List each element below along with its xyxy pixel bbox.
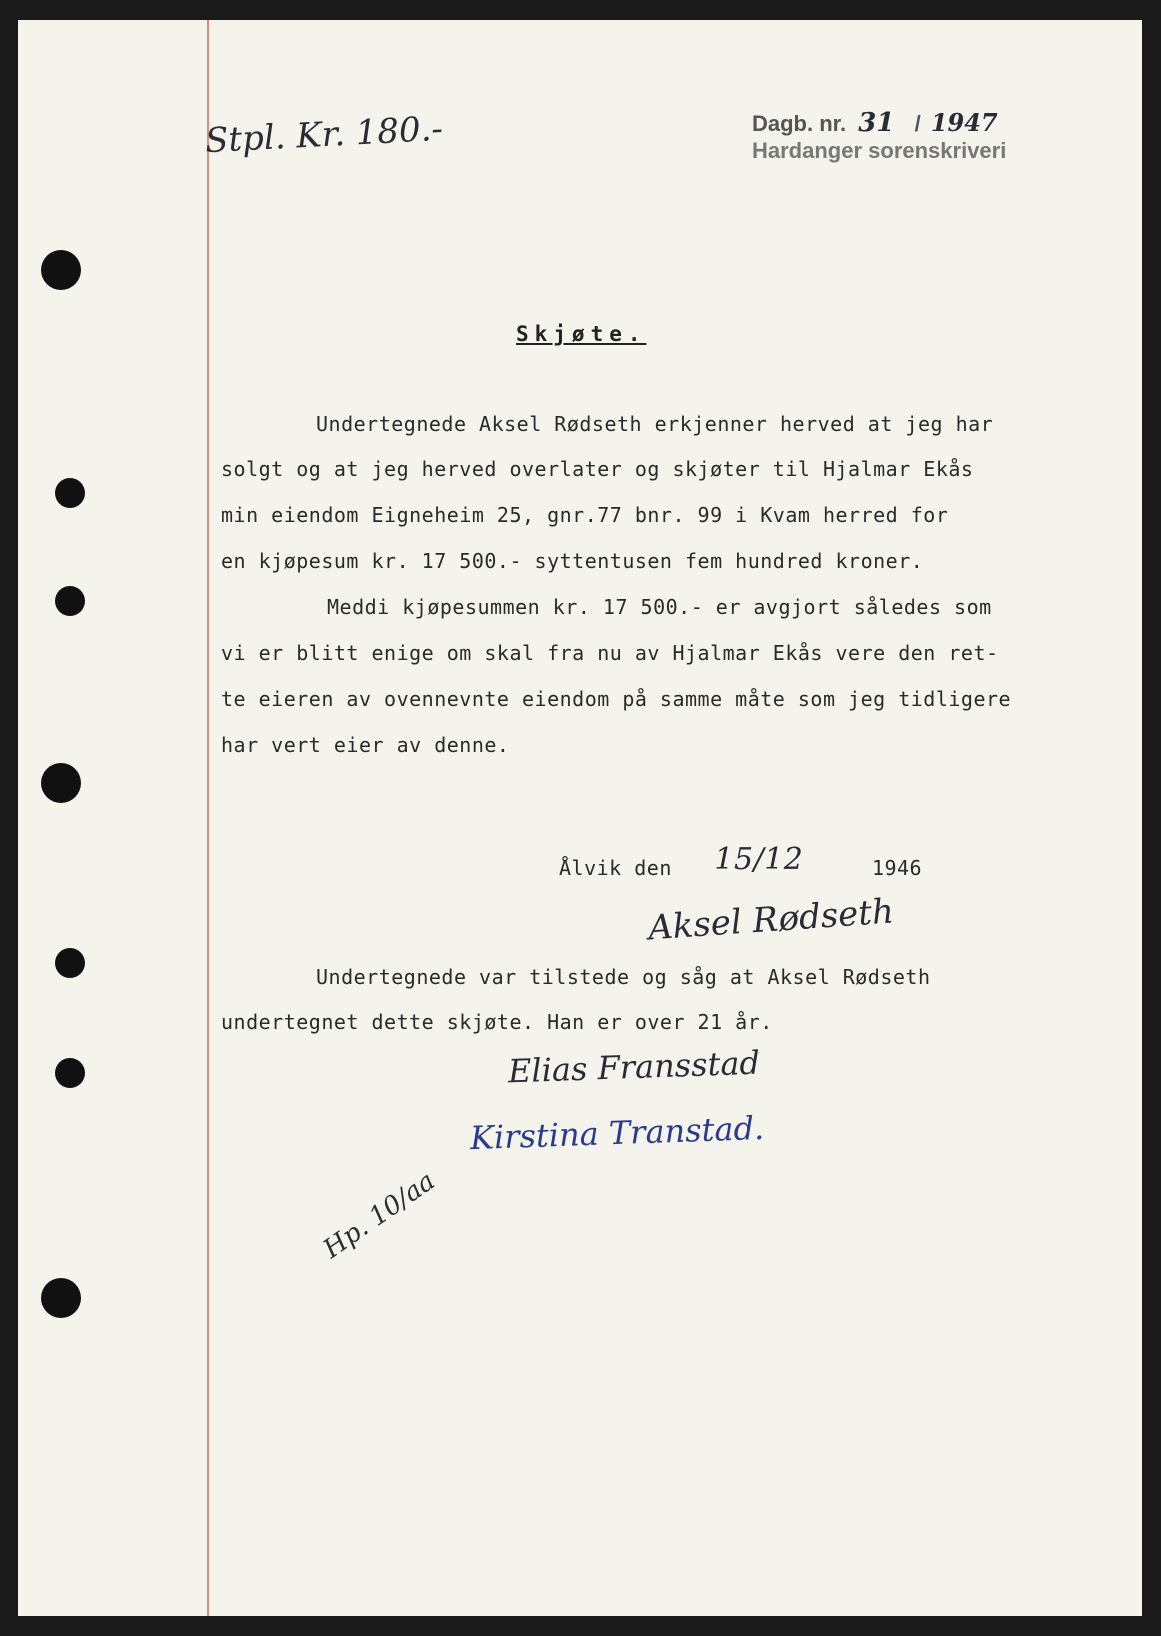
place: Ålvik den bbox=[559, 856, 672, 880]
fee-note: Stpl. Kr. 180.- bbox=[204, 108, 444, 162]
witness-line: Undertegnede var tilstede og såg at Aksel Rødseth bbox=[316, 965, 931, 989]
body-line: Undertegnede Aksel Rødseth erkjenner herved at jeg har bbox=[316, 412, 994, 436]
date-day-month: 15/12 bbox=[714, 842, 804, 877]
witness-signature-1: Elias Fransstad bbox=[507, 1043, 761, 1091]
body-line: solgt og at jeg herved overlater og skjøter til Hjalmar Ekås bbox=[221, 457, 974, 481]
document-page bbox=[18, 20, 1142, 1616]
place-date bbox=[559, 842, 923, 883]
punch-hole bbox=[41, 763, 81, 803]
punch-hole bbox=[55, 586, 85, 616]
body-line: Meddi kjøpesummen kr. 17 500.- er avgjort således som bbox=[327, 595, 992, 619]
punch-hole bbox=[55, 1058, 85, 1088]
date-year: 1946 bbox=[871, 856, 923, 880]
punch-hole bbox=[55, 478, 85, 508]
stamp-year: 1947 bbox=[930, 108, 998, 137]
body-line: vi er blitt enige om skal fra nu av Hjalmar Ekås vere den ret- bbox=[221, 641, 999, 665]
registry-stamp bbox=[752, 108, 998, 138]
witness-signature-2: Kirstina Transtad. bbox=[469, 1108, 765, 1158]
stamp-office: Hardanger sorenskriveri bbox=[752, 138, 1007, 163]
witness-line: undertegnet dette skjøte. Han er over 21 år. bbox=[221, 1010, 773, 1034]
body-line: en kjøpesum kr. 17 500.- syttentusen fem hundred kroner. bbox=[221, 549, 924, 573]
stamp-separator: / bbox=[914, 111, 921, 136]
body-line: min eiendom Eigneheim 25, gnr.77 bnr. 99 i Kvam herred for bbox=[221, 503, 949, 527]
document-title: Skjøte. bbox=[516, 322, 647, 346]
stamp-number: 31 bbox=[858, 108, 895, 138]
body-line: har vert eier av denne. bbox=[221, 733, 510, 757]
seller-signature: Aksel Rødseth bbox=[646, 891, 896, 949]
punch-hole bbox=[41, 250, 81, 290]
stamp-label: Dagb. nr. bbox=[752, 111, 847, 136]
margin-note: Hp. 10/aa bbox=[318, 1166, 441, 1265]
body-line: te eieren av ovennevnte eiendom på samme måte som jeg tidligere bbox=[221, 687, 1012, 711]
punch-hole bbox=[55, 948, 85, 978]
punch-hole bbox=[41, 1278, 81, 1318]
margin-line bbox=[207, 20, 209, 1616]
